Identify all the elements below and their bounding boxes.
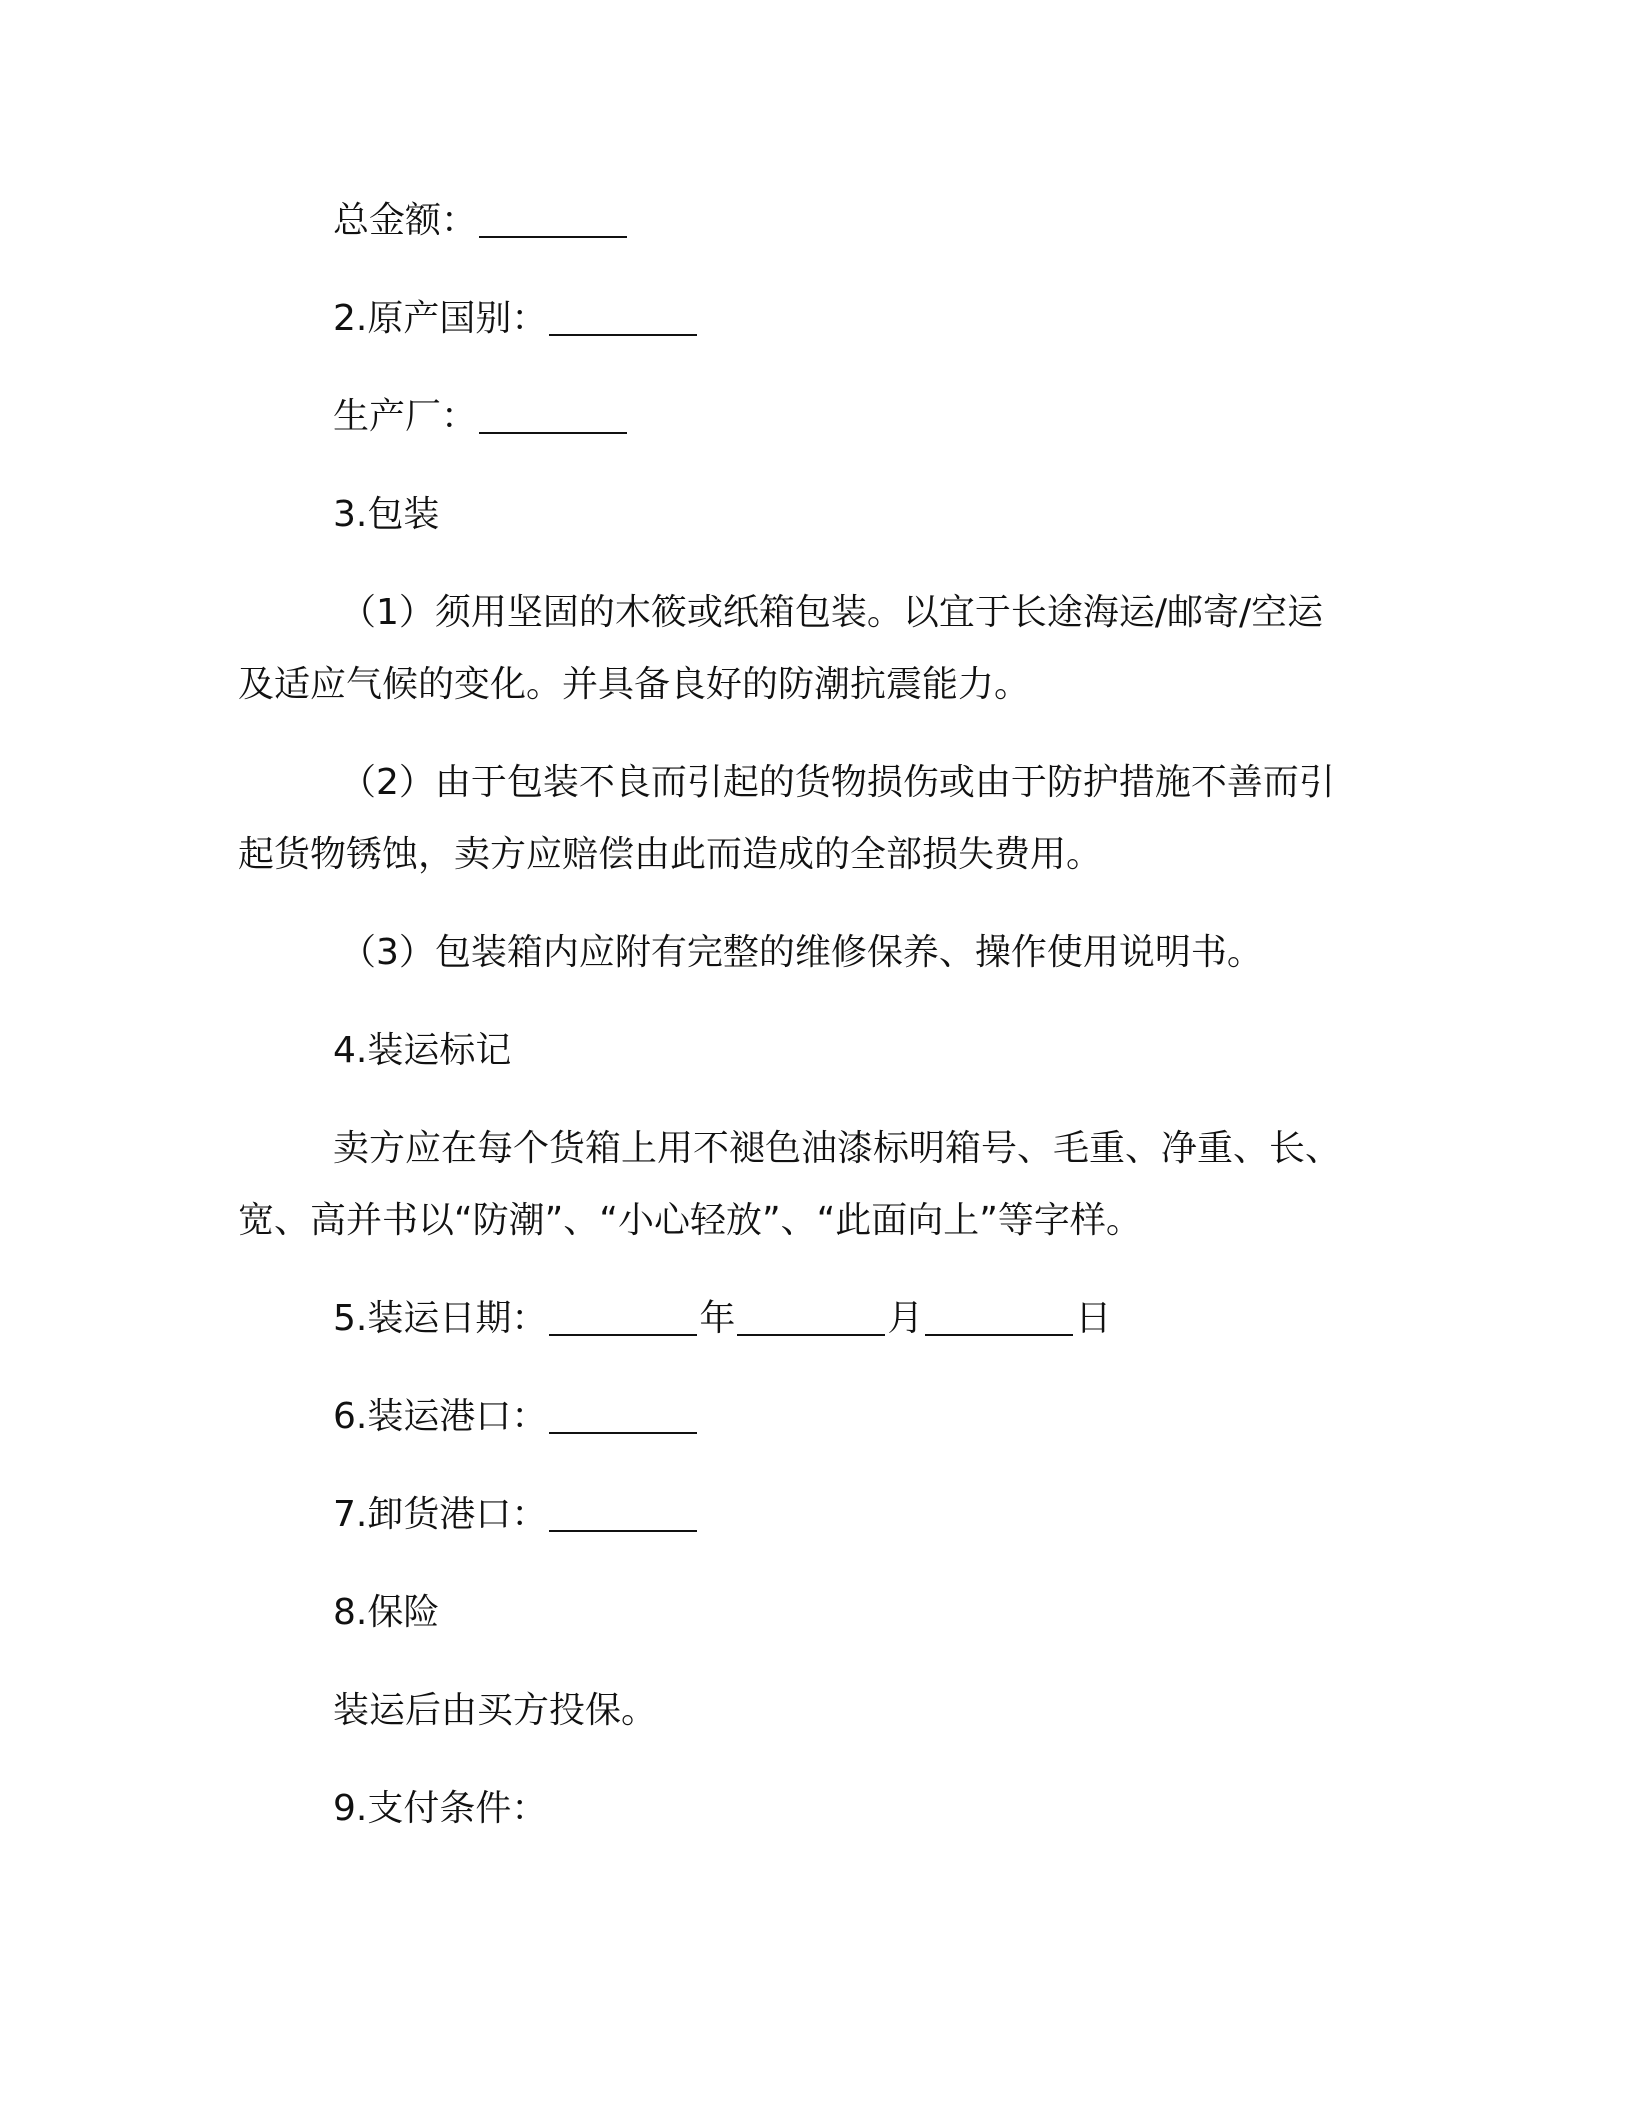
manufacturer-line: [333, 389, 1362, 445]
packaging-heading: 3.包装: [333, 494, 440, 535]
shipment-date-label: 5.装运日期：: [333, 1298, 548, 1339]
manufacturer-blank[interactable]: [479, 392, 627, 434]
packaging-clause-3: （3）包装箱内应附有完整的维修保养、操作使用说明书。: [340, 932, 1263, 973]
loading-port-line: [333, 1389, 1362, 1445]
payment-terms-label: 9.支付条件：: [333, 1788, 548, 1829]
year-label: 年: [699, 1298, 736, 1339]
unloading-port-blank[interactable]: [549, 1490, 697, 1532]
origin-country-label: 2.原产国别：: [333, 298, 548, 339]
packaging-clause-2-line-1: （2）由于包装不良而引起的货物损伤或由于防护措施不善而引: [340, 762, 1335, 803]
insurance-heading: 8.保险: [333, 1592, 440, 1633]
unloading-port-line: [333, 1487, 1362, 1543]
packaging-clause-1-line-2: 及适应气候的变化。并具备良好的防潮抗震能力。: [238, 664, 1031, 705]
origin-country-blank[interactable]: [549, 294, 697, 336]
day-label: 日: [1075, 1298, 1112, 1339]
shipment-day-blank[interactable]: [925, 1294, 1073, 1336]
total-amount-line: [333, 193, 1362, 249]
shipment-date-line: [333, 1291, 1362, 1347]
shipment-year-blank[interactable]: [549, 1294, 697, 1336]
shipping-marks-line-2: 宽、高并书以“防潮”、“小心轻放”、“此面向上”等字样。: [238, 1200, 1142, 1241]
loading-port-blank[interactable]: [549, 1392, 697, 1434]
total-amount-label: 总金额：: [333, 200, 478, 241]
shipping-marks-line-1: 卖方应在每个货箱上用不褪色油漆标明箱号、毛重、净重、长、: [333, 1128, 1342, 1169]
unloading-port-label: 7.卸货港口：: [333, 1494, 548, 1535]
manufacturer-label: 生产厂：: [333, 396, 478, 437]
shipment-month-blank[interactable]: [737, 1294, 885, 1336]
packaging-clause-2-line-2: 起货物锈蚀，卖方应赔偿由此而造成的全部损失费用。: [238, 834, 1103, 875]
origin-country-line: [333, 291, 1362, 347]
insurance-text: 装运后由买方投保。: [333, 1690, 658, 1731]
loading-port-label: 6.装运港口：: [333, 1396, 548, 1437]
shipping-marks-heading: 4.装运标记: [333, 1030, 512, 1071]
total-amount-blank[interactable]: [479, 196, 627, 238]
month-label: 月: [887, 1298, 924, 1339]
packaging-clause-1-line-1: （1）须用坚固的木筱或纸箱包装。以宜于长途海运/邮寄/空运: [340, 592, 1324, 633]
